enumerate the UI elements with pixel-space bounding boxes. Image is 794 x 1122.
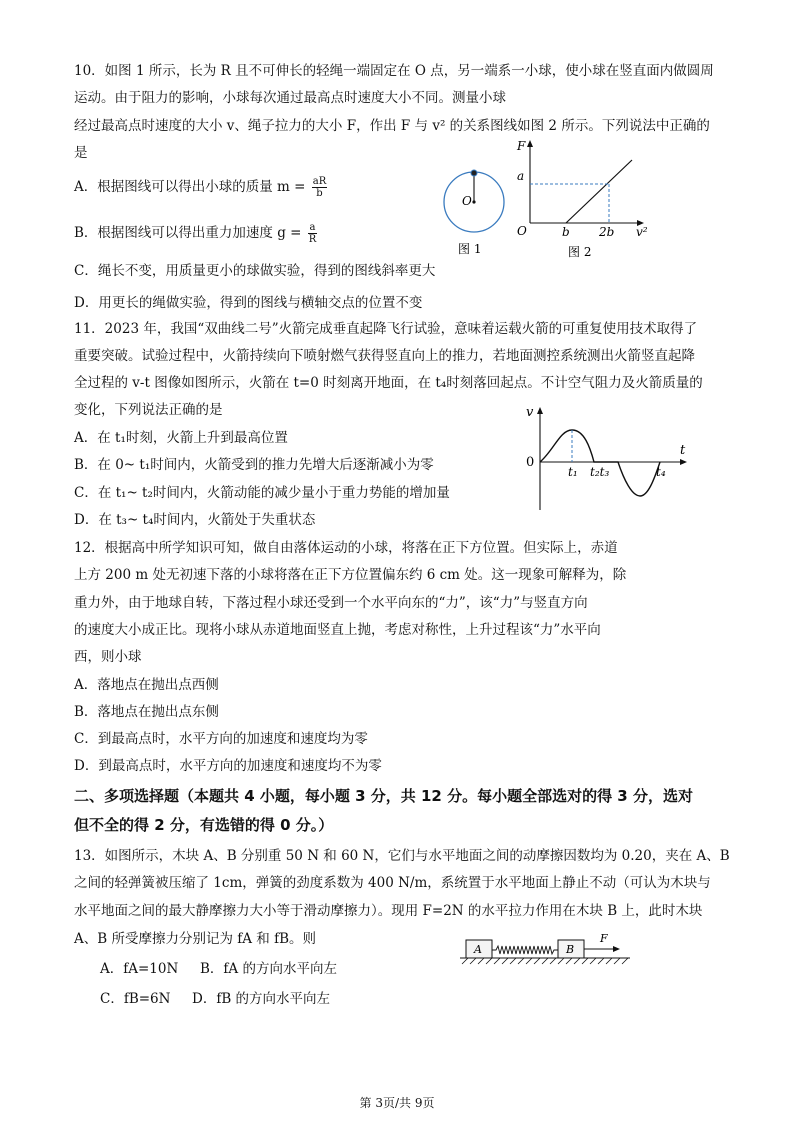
q10-option-b-fraction xyxy=(308,222,318,245)
q12-line-3: 重力外，由于地球自转，下落过程小球还受到一个水平向东的“力”，该“力”与竖直方向 xyxy=(74,595,588,611)
q13-line-4: A、B 所受摩擦力分别记为 fA 和 fB。则 xyxy=(74,931,316,947)
q13-line-1: 13．如图所示，木块 A、B 分别重 50 N 和 60 N，它们与水平地面之间的动摩擦因数均为 0.20，夹在 A、B xyxy=(74,848,730,864)
q11-line-2: 重要突破。试验过程中，火箭持续向下喷射燃气获得竖直向上的推力，若地面测控系统测出火箭竖直起降 xyxy=(74,348,695,364)
q11-option-a: A．在 t₁时刻，火箭上升到最高位置 xyxy=(74,430,288,446)
fig1-caption: 图 1 xyxy=(458,242,482,256)
q12-line-5: 西，则小球 xyxy=(74,649,142,665)
q12-option-a: A．落地点在抛出点西侧 xyxy=(74,677,219,693)
fig2-a-label: a xyxy=(517,169,525,183)
q10-option-c: C．绳长不变，用质量更小的球做实验，得到的图线斜率更大 xyxy=(74,263,436,279)
fig2-2b-label: 2b xyxy=(599,225,615,239)
q11-option-c: C．在 t₁~ t₂时间内，火箭动能的减少量小于重力势能的增加量 xyxy=(74,485,450,501)
fig1-center-label: O xyxy=(462,194,472,208)
q13-option-d: D．fB 的方向水平向左 xyxy=(192,991,331,1007)
q10-option-b-numerator: a xyxy=(309,222,316,233)
q12-option-d: D．到最高点时，水平方向的加速度和速度均不为零 xyxy=(74,758,382,774)
q10-option-b xyxy=(74,222,319,245)
force-label: F xyxy=(600,932,608,945)
block-b-label: B xyxy=(566,943,575,956)
q12-line-2: 上方 200 m 处无初速下落的小球将落在正下方位置偏东约 6 cm 处。这一现象可解释为，除 xyxy=(74,567,627,583)
fig2-caption: 图 2 xyxy=(568,245,592,259)
q10-line-1: 10．如图 1 所示，长为 R 且不可伸长的轻绳一端固定在 O 点，另一端系一小球，使小球在竖直面内做圆周 xyxy=(74,63,714,79)
q10-option-b-denominator: R xyxy=(308,234,317,245)
vt-curve xyxy=(540,430,660,496)
q10-line-3: 经过最高点时速度的大小 v、绳子拉力的大小 F，作出 F 与 v² 的关系图线如图 2 所示。下列说法中正确的 xyxy=(74,118,710,134)
q11-line-3: 全过程的 v-t 图像如图所示，火箭在 t=0 时刻离开地面，在 t₄时刻落回起点。不计空气阻力及火箭质量的 xyxy=(74,375,703,391)
vt-origin-label: 0 xyxy=(526,455,535,470)
q10-figure-1 xyxy=(440,165,510,260)
fig2-x-label: v² xyxy=(636,225,648,239)
fig2-y-arrow xyxy=(527,140,533,147)
q13-line-3: 水平地面之间的最大静摩擦力大小等于滑动摩擦力）。现用 F=2N 的水平拉力作用在木块 B 上，此时木块 xyxy=(74,903,703,919)
q13-line-2: 之间的轻弹簧被压缩了 1cm，弹簧的劲度系数为 400 N/m，系统置于水平地面上静止不动（可认为木块与 xyxy=(74,875,711,891)
q10-line-2: 运动。由于阻力的影响，小球每次通过最高点时速度大小不同。测量小球 xyxy=(74,90,506,106)
ground-hatching xyxy=(462,958,628,964)
q11-line-1: 11．2023 年，我国“双曲线二号”火箭完成垂直起降飞行试验，意味着运载火箭的可重复使用技术取得了 xyxy=(74,321,698,337)
section-2-heading-line-2: 但不全的得 2 分，有选错的得 0 分。） xyxy=(74,816,334,834)
vt-t4-label: t₄ xyxy=(656,465,666,479)
q10-figure-2 xyxy=(512,138,662,263)
q10-option-a-fraction xyxy=(312,176,328,199)
pivot-point xyxy=(472,200,475,203)
q13-option-b: B．fA 的方向水平向左 xyxy=(200,961,337,977)
fig2-b-label: b xyxy=(562,225,570,239)
q10-option-b-text: B．根据图线可以得出重力加速度 g = xyxy=(74,225,302,241)
q13-option-c: C．fB=6N xyxy=(100,991,171,1007)
q10-option-a-numerator: aR xyxy=(312,176,327,187)
q10-option-a xyxy=(74,176,329,199)
q10-line-4: 是 xyxy=(74,145,88,161)
spring xyxy=(492,946,558,954)
vt-t-arrow xyxy=(680,459,687,465)
vt-t2t3-label: t₂t₃ xyxy=(590,465,610,479)
page-number: 第 3页/共 9页 xyxy=(359,1096,435,1110)
q11-line-4: 变化，下列说法正确的是 xyxy=(74,402,223,418)
fig2-origin-label: O xyxy=(517,224,527,238)
q11-option-b: B．在 0~ t₁时间内，火箭受到的推力先增大后逐渐减小为零 xyxy=(74,457,434,473)
section-2-heading-line-1: 二、多项选择题（本题共 4 小题，每小题 3 分，共 12 分。每小题全部选对的得 3 分，选对 xyxy=(74,787,693,805)
vt-v-label: v xyxy=(526,405,534,420)
fig2-line xyxy=(566,160,632,223)
q12-option-b: B．落地点在抛出点东侧 xyxy=(74,704,219,720)
q10-option-a-text: A．根据图线可以得出小球的质量 m = xyxy=(74,179,306,195)
force-arrow-head xyxy=(613,946,620,952)
q12-option-c: C．到最高点时，水平方向的加速度和速度均为零 xyxy=(74,731,368,747)
ball xyxy=(471,170,477,176)
vt-v-arrow xyxy=(537,407,543,414)
q13-blocks-figure xyxy=(458,926,633,968)
vt-t-label: t xyxy=(680,443,686,458)
q11-option-d: D．在 t₃~ t₄时间内，火箭处于失重状态 xyxy=(74,512,316,528)
q10-option-a-denominator: b xyxy=(316,188,323,199)
q13-option-a: A．fA=10N xyxy=(100,961,179,977)
q10-option-d: D．用更长的绳做实验，得到的图线与横轴交点的位置不变 xyxy=(74,295,423,311)
q12-line-1: 12．根据高中所学知识可知，做自由落体运动的小球，将落在正下方位置。但实际上，赤道 xyxy=(74,540,618,556)
q12-line-4: 的速度大小成正比。现将小球从赤道地面竖直上抛，考虑对称性，上升过程该“力”水平向 xyxy=(74,622,601,638)
q11-vt-graph xyxy=(520,402,695,514)
vt-t1-label: t₁ xyxy=(568,465,578,479)
block-a-label: A xyxy=(474,943,482,956)
fig2-y-label: F xyxy=(517,139,526,153)
